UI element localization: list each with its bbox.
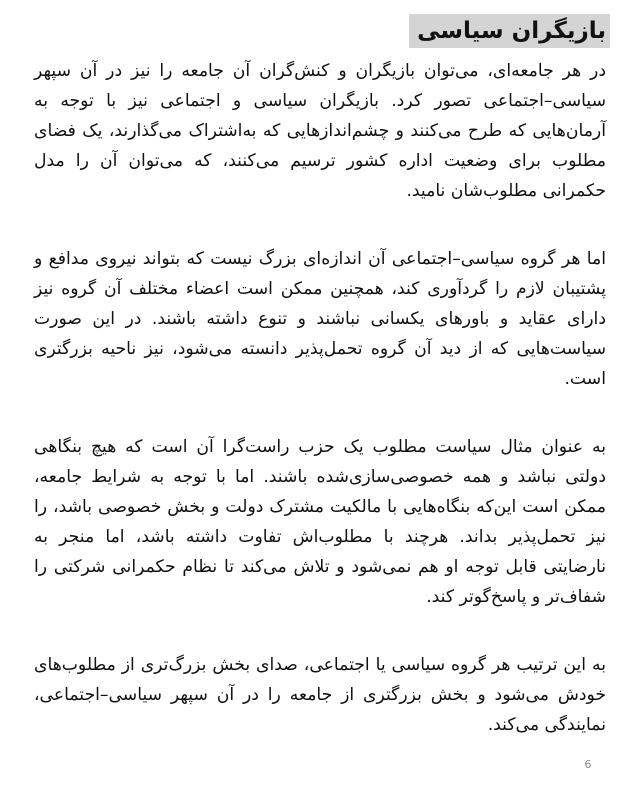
paragraph-3: به عنوان مثال سیاست مطلوب یک حزب راست‌گرا آن است که هیچ بنگاهی دولتی نباشد و همه خصوصی‌سازی‌شده باشند. اما با توجه به شرایط جامعه، ممکن است این‌که بنگاه‌هایی با مالکیت مشترک دولت و بخش خصوصی باشد، را نیز تحمل‌پذیر بداند. هرچند با مطلوب‌اش تفاوت داشته باشد، اما منجر به نارضایتی قابل توجه او هم نمی‌شود و تلاش می‌کند تا نظام حکمرانی شرکتی را شفاف‌تر و پاسخ‌گوتر کند. <box>34 437 606 607</box>
paragraph-1: در هر جامعه‌ای، می‌توان بازیگران و کنش‌گران آن جامعه را نیز در آن سپهر سیاسی–اجتماعی تصور کرد. بازیگران سیاسی و اجتماعی نیز با توجه به آرمان‌هایی که طرح می‌کنند و چشم‌اندازهایی که به‌اشتراک می‌گذارند، یک فضای مطلوب برای وضعیت اداره کشور ترسیم می‌کنند، که می‌توان آن را مدل حکمرانی مطلوب‌شان نامید. <box>34 61 606 201</box>
paragraph-2: اما هر گروه سیاسی–اجتماعی آن اندازه‌ای بزرگ نیست که بتواند نیروی مدافع و پشتیبان لازم را گردآوری کند، همچنین ممکن است اعضاء مختلف آن گروه نیز دارای عقاید و باورهای یکسانی نباشند و تنوع داشته باشند. در این صورت سیاست‌هایی که از دید آن گروه تحمل‌پذیر دانسته می‌شود، نیز ناحیه بزرگتری است. <box>34 249 606 389</box>
paragraph-4: به این ترتیب هر گروه سیاسی یا اجتماعی، صدای بخش بزرگ‌تری از مطلوب‌های خودش می‌شود و بخش بزرگتری از جامعه را در آن سپهر سیاسی–اجتماعی، نمایندگی می‌کند. <box>34 655 606 735</box>
page-number: 6 <box>584 758 592 771</box>
section-title: بازیگران سیاسی <box>409 14 610 48</box>
heading-wrapper <box>34 14 606 48</box>
